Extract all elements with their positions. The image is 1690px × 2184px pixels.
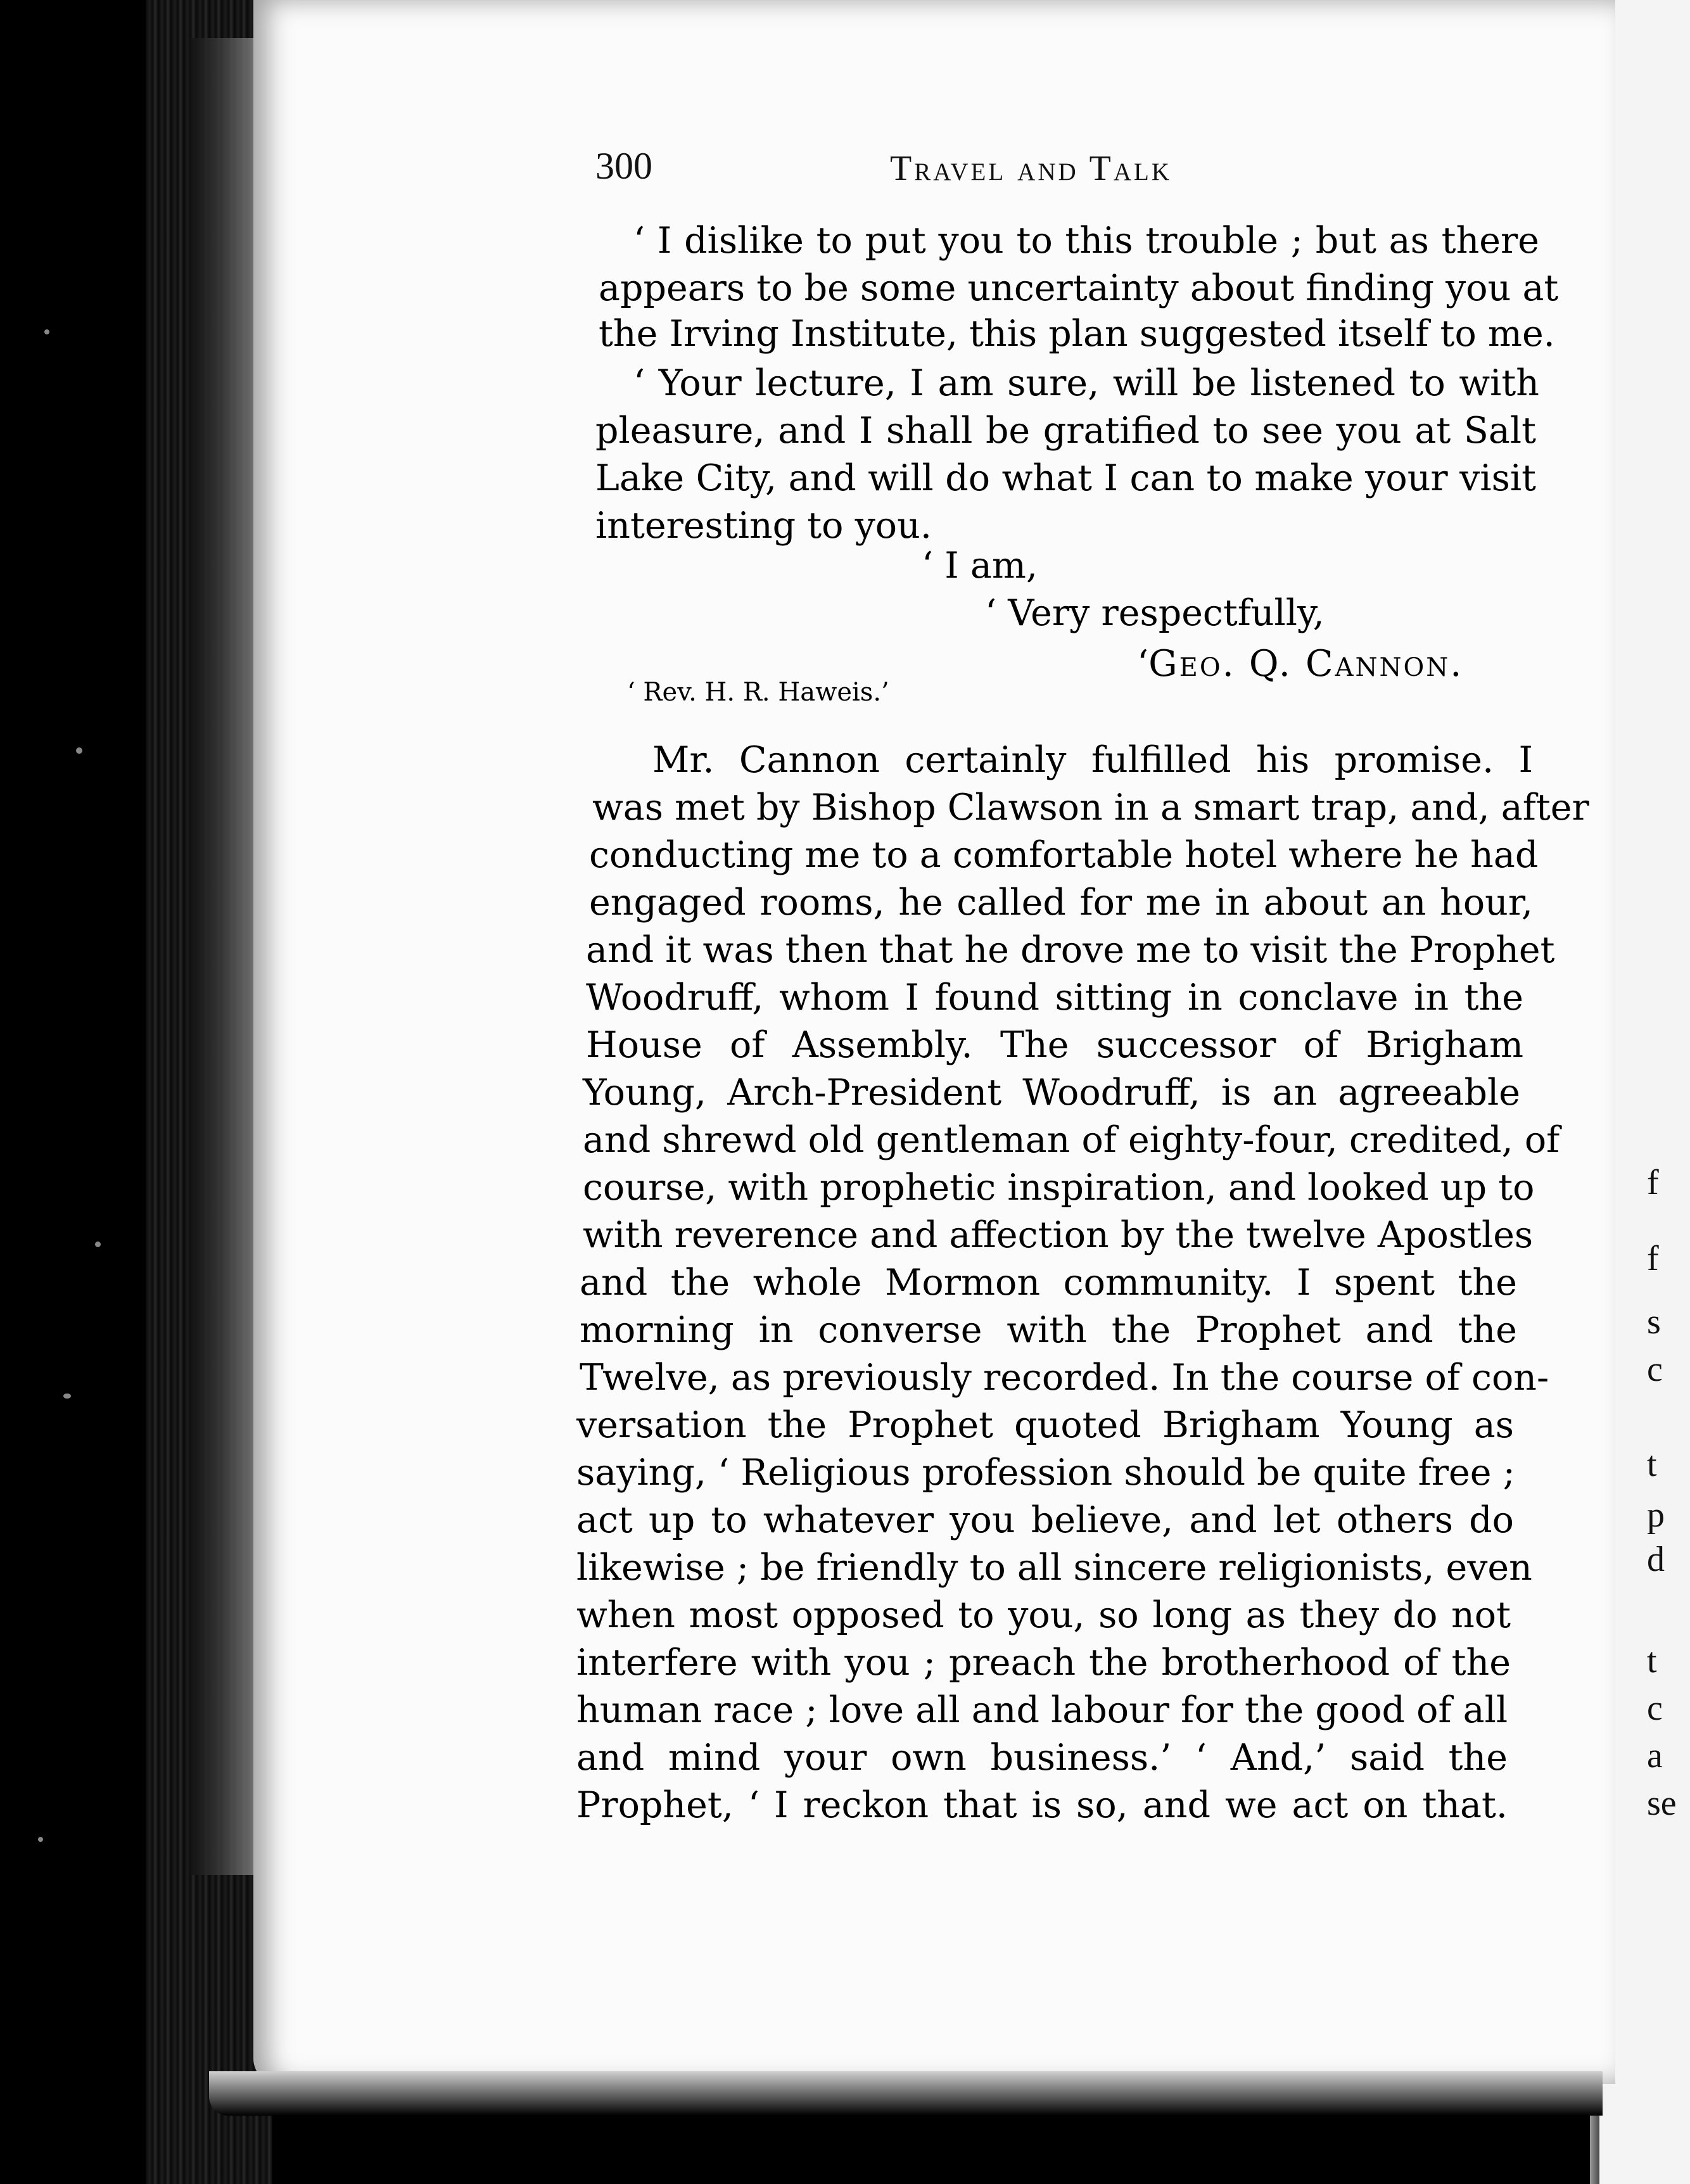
text-line: and mind your own business.’ ‘ And,’ said the [576,1737,1508,1779]
text-line: the Irving Institute, this plan suggested itself to me. [599,313,1555,355]
next-page-fragment: d [1647,1540,1665,1579]
scan-speck [63,1394,71,1399]
text-line: Lake City, and will do what I can to make your visit [595,457,1536,499]
letter-signature [1137,643,1463,685]
text-line: when most opposed to you, so long as they do not [576,1594,1511,1636]
next-page-fragment: a [1647,1736,1663,1775]
page-number: 300 [595,145,652,187]
text-line: and it was then that he drove me to visit the Prophet [586,929,1555,971]
text-line: engaged rooms, he called for me in about an hour, [589,882,1533,924]
scan-speck [76,747,82,754]
next-page-fragment: se [1647,1784,1677,1823]
letter-addressee: ‘ Rev. H. R. Haweis.’ [627,678,889,707]
book-page-bottom-edge [209,2071,1603,2116]
text-line: conducting me to a comfortable hotel where he had [589,834,1539,876]
scan-speck [95,1241,101,1247]
next-page-fragment: t [1647,1641,1657,1680]
next-page-fragment: p [1647,1495,1665,1535]
text-line: saying, ‘ Religious profession should be quite free ; [576,1452,1515,1494]
next-page-fragment: f [1647,1239,1659,1278]
text-line: and shrewd old gentleman of eighty-four, credited, of [583,1119,1560,1161]
text-line: Prophet, ‘ I reckon that is so, and we act on that. [576,1784,1508,1826]
text-line: ‘ I dislike to put you to this trouble ; but as there [633,220,1539,262]
text-line: Young, Arch-President Woodruff, is an agreeable [583,1072,1520,1114]
text-line: and the whole Mormon community. I spent the [580,1262,1517,1304]
text-line: interfere with you ; preach the brotherhood of the [576,1642,1511,1684]
text-line: likewise ; be friendly to all sincere religionists, even [576,1547,1532,1589]
next-page-fragment: f [1647,1163,1659,1202]
signature-quote: ‘ [1137,643,1149,685]
text-line: House of Assembly. The successor of Brigham [586,1024,1523,1066]
signature-name: Geo. Q. Cannon. [1148,643,1464,685]
text-line: human race ; love all and labour for the good of all [576,1689,1508,1731]
text-line: versation the Prophet quoted Brigham Young as [576,1404,1514,1446]
page-header [595,144,1254,195]
next-page-fragment: c [1647,1350,1663,1389]
text-line: Twelve, as previously recorded. In the course of con- [580,1357,1549,1399]
letter-closing: ‘ I am, [922,545,1038,587]
text-line: morning in converse with the Prophet and the [580,1309,1517,1351]
text-line: act up to whatever you believe, and let others do [576,1499,1514,1541]
text-line: was met by Bishop Clawson in a smart trap, and, after [592,787,1589,829]
text-line: course, with prophetic inspiration, and looked up to [583,1167,1535,1209]
text-line: with reverence and affection by the twelve Apostles [583,1214,1534,1256]
next-page-fragment: t [1647,1445,1657,1484]
text-line: Mr. Cannon certainly fulfilled his promise. I [652,739,1533,781]
scan-speck [44,329,49,334]
text-line: Woodruff, whom I found sitting in conclave in the [586,977,1523,1019]
text-line: interesting to you. [595,505,932,547]
running-title: Travel and Talk [890,149,1172,188]
next-page-fragment: s [1647,1302,1661,1342]
letter-closing: ‘ Very respectfully, [985,592,1325,634]
text-line: appears to be some uncertainty about finding you at [599,267,1559,309]
next-page-fragment: c [1647,1689,1663,1728]
scan-speck [38,1837,43,1842]
text-line: pleasure, and I shall be gratified to see you at Salt [595,410,1536,452]
text-line: ‘ Your lecture, I am sure, will be listened to with [633,362,1539,404]
